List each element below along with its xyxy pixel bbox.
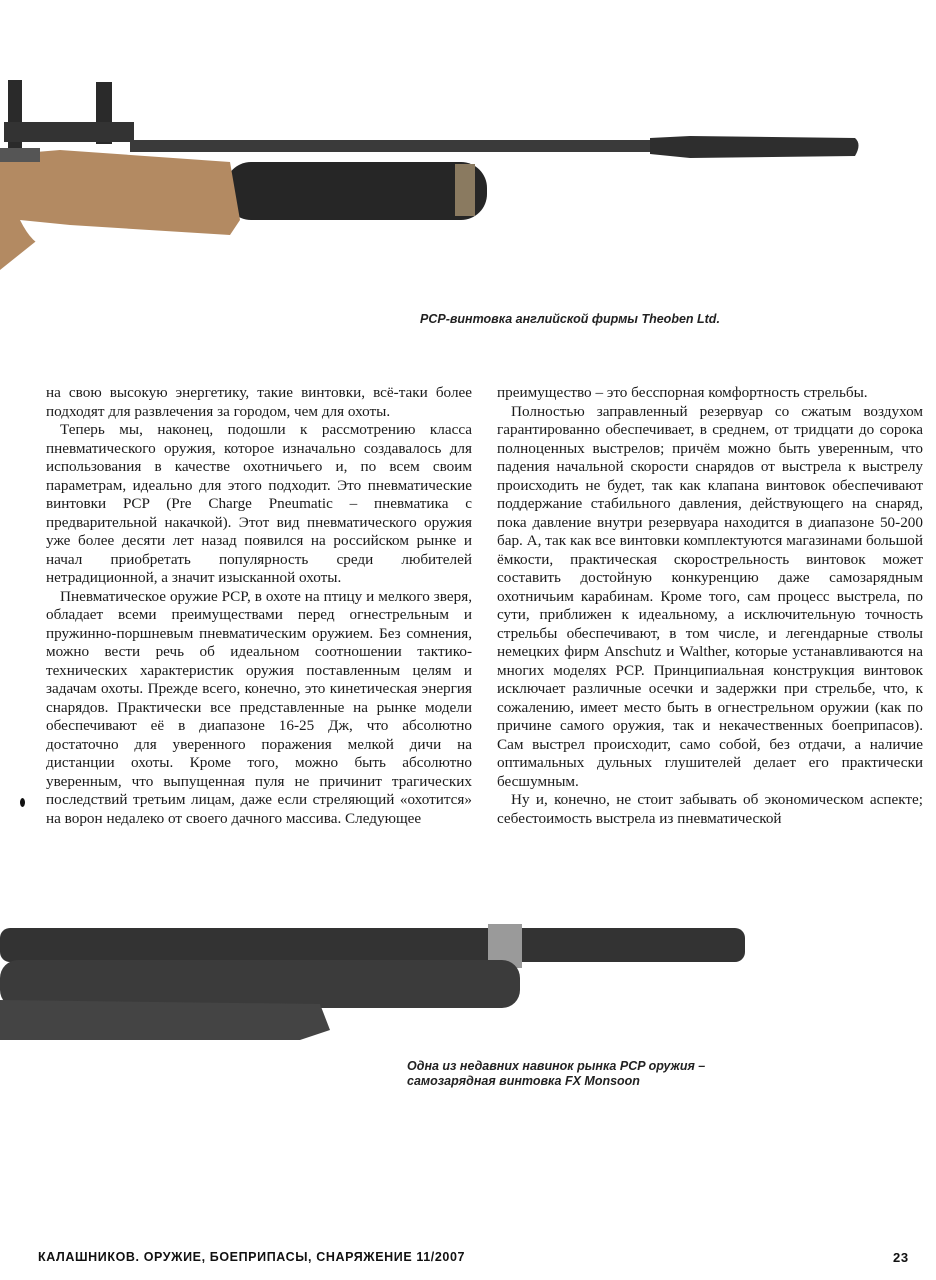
caption-line: Одна из недавних навинок рынка PCP оружия – xyxy=(407,1059,706,1073)
paragraph: на свою высокую энергетику, такие винтовки, всё-таки более подходят для развлечения за городом, чем для охоты. xyxy=(46,384,472,420)
caption-bottom xyxy=(407,1059,705,1089)
text-column-left xyxy=(46,384,472,828)
rifle-theoben-photo xyxy=(0,60,880,290)
paragraph: Полностью заправленный резервуар со сжатым воздухом гарантированно обеспечивает, в среднем, от тридцати до сорока полноценных выстрелов; причём можно быть уверенным, что падения начальной скорости снарядов от выстрела к выстрелу происходить не будет, так как клапана винтовок обеспечивают поддержание стабильного давления, действующего на снаряд, пока давление внутри резервуара находится в диапазоне 50-200 бар. А, так как все винтовки комплектуются магазинами большой ёмкости, практическая скорострельность винтовок может составить достойную конкуренцию даже самозарядным охотничьим карабинам. Кроме того, сам процесс выстрела, по сути, приближен к идеальному, а исключительную точность стрельбы обеспечивают, в том числе, и легендарные стволы немецких фирм Anschutz и Walther, которые устанавливаются на многих моделях PCP. Принципиальная конструкция винтовок исключает различные осечки и задержки при стрельбе, что, к сожалению, имеет место быть в огнестрельном оружии (как по причине самого оружия, так и некачественных боеприпасов). Сам выстрел происходит, само собой, без отдачи, а наличие оптимальных дульных глушителей делает его практически бесшумным. xyxy=(497,402,923,790)
footer-title: КАЛАШНИКОВ. ОРУЖИЕ, БОЕПРИПАСЫ, СНАРЯЖЕНИЕ 11/2007 xyxy=(38,1250,466,1264)
margin-mark xyxy=(20,798,25,807)
paragraph: Пневматическое оружие PCP, в охоте на птицу и мелкого зверя, обладает всеми преимуществами перед огнестрельным и пружинно-поршневым пневматическим оружием. Без сомнения, можно вести речь об идеальном соотношении тактико-технических характеристик оружия поставленным целям и задачам охоты. Прежде всего, конечно, это кинетическая энергия снарядов. Практически все представленные на рынке модели обеспечивают её в диапазоне 16-25 Дж, что абсолютно достаточно для уверенного поражения мелкой дичи на дистанции охоты. Кроме того, можно быть абсолютно уверенным, что выпущенная пуля не причинит трагических последствий третьим лицам, даже если стреляющий «охотится» на ворон недалеко от своего дачного массива. Следующее xyxy=(46,587,472,827)
paragraph: Ну и, конечно, не стоит забывать об экономическом аспекте; себестоимость выстрела из пневматической xyxy=(497,791,923,827)
paragraph: преимущество – это бесспорная комфортность стрельбы. xyxy=(497,384,868,401)
paragraph: Теперь мы, наконец, подошли к рассмотрению класса пневматического оружия, которое изначально создавалось для использования в качестве охотничьего и, по всем своим параметрам, идеально для этого подходит. Это пневматические винтовки PCP (Pre Charge Pneumatic – пневматика с предварительной накачкой). Этот вид пневматического оружия уже более десяти лет назад появился на российском рынке и начал приобретать популярность среди любителей нетрадиционной, а значит изысканной охоты. xyxy=(46,421,472,586)
page-number: 23 xyxy=(893,1250,909,1265)
text-column-right xyxy=(497,384,923,828)
caption-top: PCP-винтовка английской фирмы Theoben Ltd. xyxy=(420,312,720,326)
caption-line: самозарядная винтовка FX Monsoon xyxy=(407,1074,640,1088)
rifle-fx-monsoon-photo xyxy=(0,900,760,1060)
